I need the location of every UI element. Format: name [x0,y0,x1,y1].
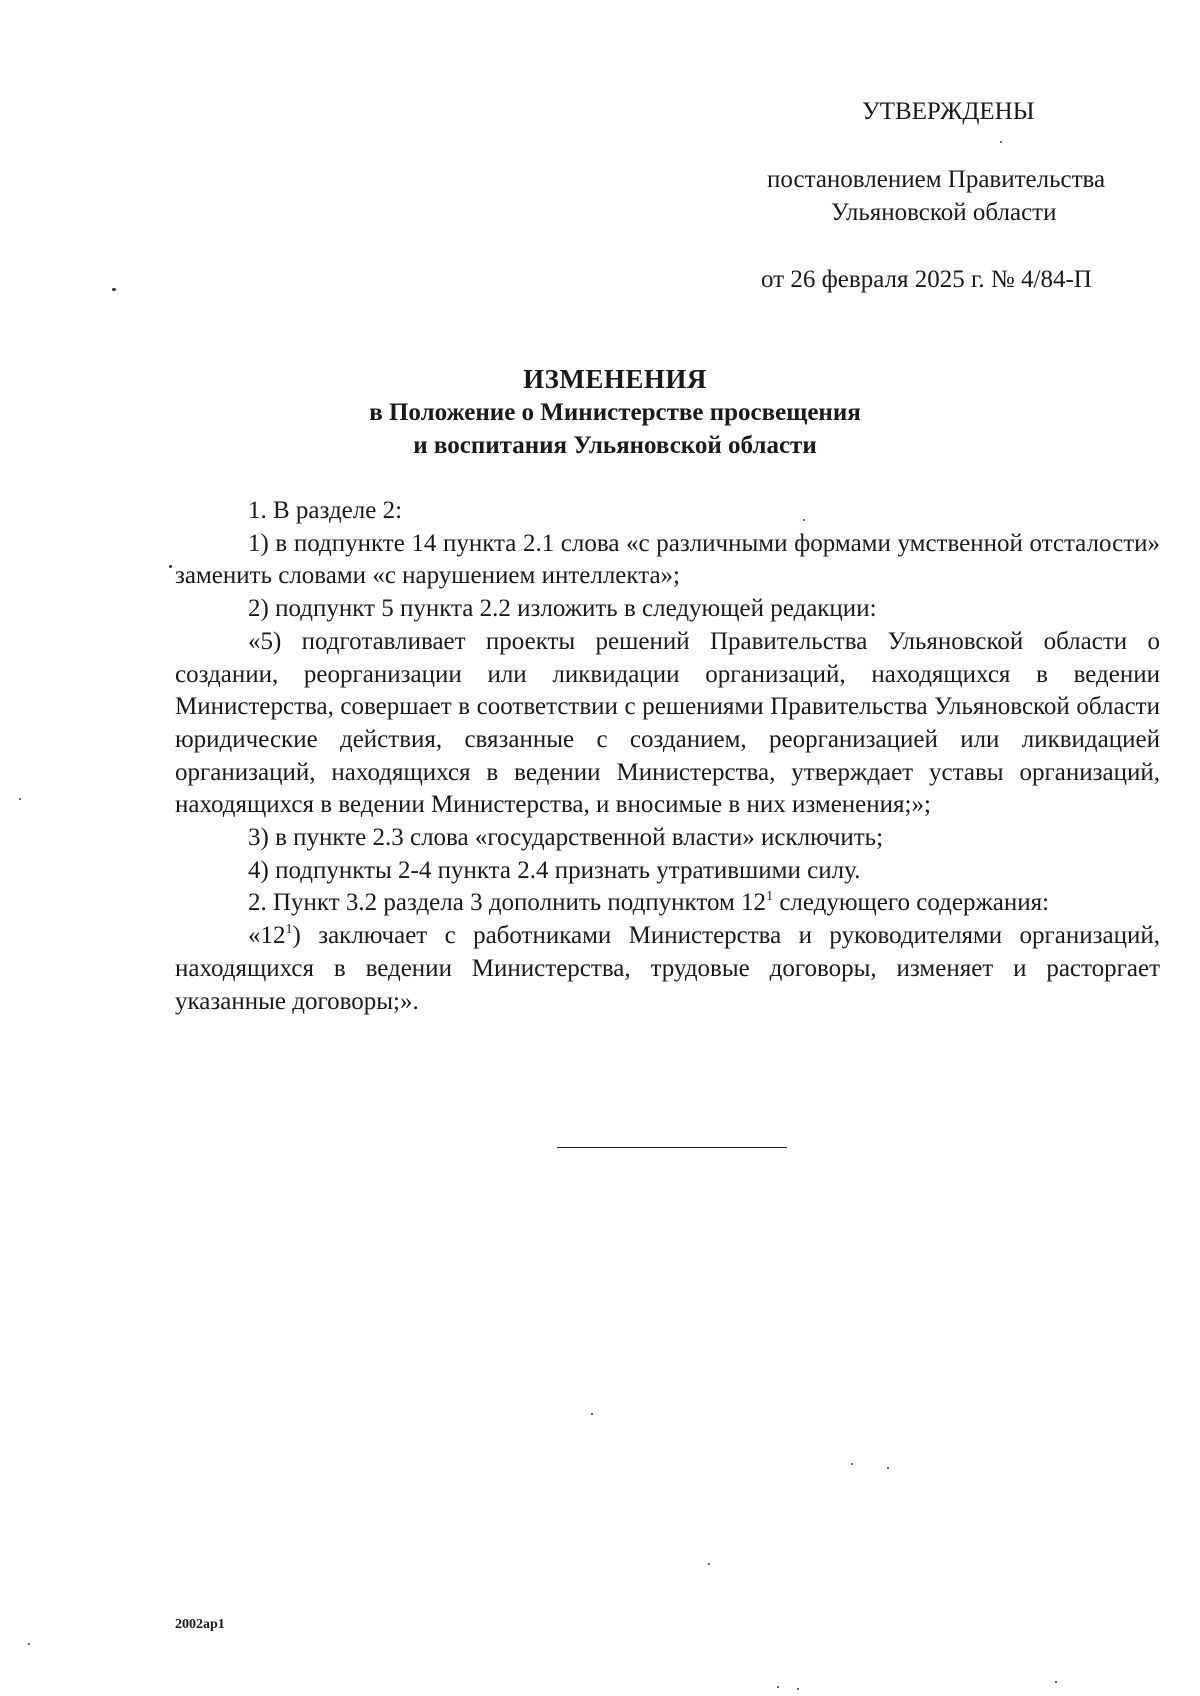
clause-2-superscript: 1 [766,889,774,905]
clause-1-subitem-4: 4) подпункты 2-4 пункта 2.4 признать утратившими силу. [248,856,861,884]
document-body [175,495,1160,1018]
scan-speck [851,1463,853,1465]
approved-by-line2: Ульяновской области [831,199,1057,226]
clause-2-new-text-a: «12 [248,922,286,950]
clause-1-intro: 1. В разделе 2: [248,497,403,524]
document-subtitle-line2: и воспитания Ульяновской области [413,432,817,459]
resolution-date-number: от 26 февраля 2025 г. № 4/84-П [761,266,1092,293]
scan-speck [591,1413,593,1415]
clause-2-new-text [175,920,1160,1018]
document-subtitle-line1: в Положение о Министерстве просвещения [369,399,861,426]
clause-2-text-b: следующего содержания: [773,889,1050,917]
scan-speck [887,1467,889,1469]
document-code: 2002ap1 [175,1617,225,1632]
scan-speck [797,1688,799,1690]
scan-speck [777,1686,779,1688]
clause-1-subitem-2: 2) подпункт 5 пункта 2.2 изложить в следующей редакции: [248,595,877,623]
end-of-document-rule [557,1147,787,1148]
scan-speck [708,1563,710,1565]
clause-1-subitem-1: 1) в подпункте 14 пункта 2.1 слова «с различными формами умственной отсталости» заменить словами «с нарушением интеллекта»; [175,529,1160,590]
scan-speck [28,1643,30,1645]
scan-speck [169,565,172,568]
scan-speck [19,798,21,800]
scan-speck [803,519,805,521]
approved-by-line1: постановлением Правительства [767,166,1106,193]
scan-speck [1055,1681,1057,1683]
clause-2-text-a: 2. Пункт 3.2 раздела 3 дополнить подпунктом 12 [248,889,767,917]
scan-speck [1000,141,1002,143]
clause-1-subitem-3: 3) в пункте 2.3 слова «государственной власти» исключить; [248,824,884,852]
scan-speck [112,288,116,291]
clause-2-new-text-superscript: 1 [285,922,293,938]
clause-2 [175,887,1160,920]
approved-stamp-label: УТВЕРЖДЕНЫ [862,98,1035,125]
clause-2-new-text-b: ) заключает с работниками Министерства и руководителями организаций, находящихся в ведении Министерства, трудовые договоры, изменяет и расторгает указанные договоры;». [175,922,1160,1015]
document-heading: ИЗМЕНЕНИЯ [523,364,707,394]
clause-1-subitem-2-new-text: «5) подготавливает проекты решений Правительства Ульяновской области о создании, реорганизации или ликвидации организаций, находящихся в ведении Министерства, совершает в соответствии с решениями Правительства Ульяновской области юридические действия, связанные с созданием, реорганизацией или ликвидацией организаций, находящихся в ведении Министерства, утверждает уставы организаций, находящихся в ведении Министерства, и вносимые в них изменения;»; [175,627,1160,819]
